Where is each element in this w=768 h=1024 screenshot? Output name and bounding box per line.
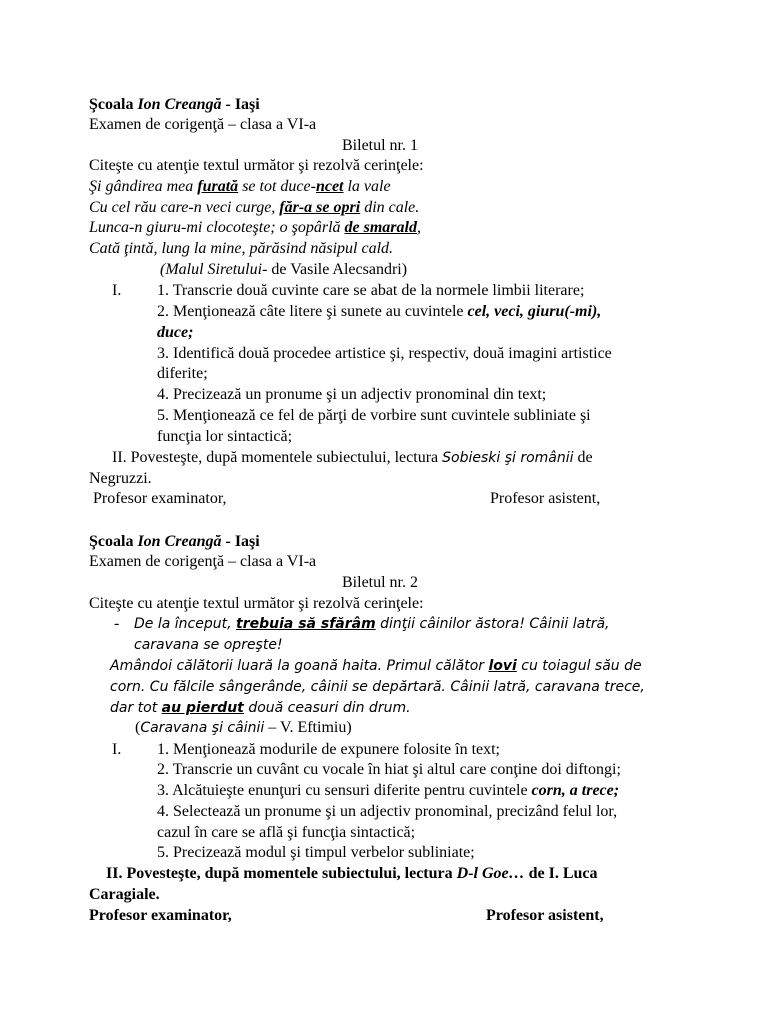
source-title: (Malul Siretului- bbox=[160, 261, 268, 278]
poem-line: Cată ţintă, lung la mine, părăsind năsipul cald. bbox=[89, 240, 394, 257]
task-5: 5. Menţionează ce fel de părţi de vorbire sunt cuvintele subliniate şi bbox=[157, 407, 591, 424]
poem-line bbox=[89, 198, 419, 218]
part-two-text: II. Povesteşte, după momentele subiectului, lectura bbox=[106, 865, 457, 882]
excerpt-source bbox=[135, 718, 352, 738]
task-5: 5. Precizează modul şi timpul verbelor subliniate; bbox=[157, 844, 475, 861]
part-two-text: de bbox=[573, 449, 593, 466]
reading-title: Sobieski şi românii bbox=[442, 450, 574, 466]
part-two-text: de I. Luca bbox=[524, 865, 598, 882]
excerpt-text: Amândoi călătorii luară la goană haita. Primul călător bbox=[110, 658, 489, 674]
excerpt-line bbox=[110, 698, 411, 718]
task-words: corn, a trece; bbox=[531, 782, 620, 799]
school-header bbox=[89, 95, 260, 115]
excerpt-line bbox=[134, 614, 610, 634]
source-title: Caravana şi câinii bbox=[140, 720, 265, 736]
task-text: 2. Menţionează câte litere şi sunete au cuvintele bbox=[157, 303, 468, 320]
task-1: 1. Menţionează modurile de expunere folosite în text; bbox=[157, 741, 500, 758]
instruction: Citeşte cu atenţie textul următor şi rezolvă cerinţele: bbox=[89, 595, 424, 612]
ticket-number: Biletul nr. 1 bbox=[342, 137, 418, 154]
part-two-text: II. Povesteşte, după momentele subiectului, lectura bbox=[112, 449, 443, 466]
poem-line bbox=[89, 218, 421, 238]
excerpt-text: două ceasuri din drum. bbox=[243, 700, 411, 716]
excerpt-text: De la început, bbox=[134, 616, 236, 632]
part-two bbox=[106, 864, 598, 884]
excerpt-text: cu toiagul său de bbox=[516, 658, 642, 674]
task-3-cont: diferite; bbox=[157, 365, 208, 382]
assistant-signature-label: Profesor asistent, bbox=[486, 907, 604, 924]
assistant-signature-label: Profesor asistent, bbox=[490, 490, 601, 507]
excerpt-line bbox=[110, 656, 642, 676]
poem-source bbox=[160, 260, 407, 280]
poem-text: , bbox=[416, 219, 421, 236]
dialogue-dash: - bbox=[114, 615, 120, 632]
part-two bbox=[112, 448, 593, 468]
source-author: – V. Eftimiu) bbox=[264, 719, 352, 736]
reading-title: D-l Goe… bbox=[456, 865, 525, 882]
task-1: 1. Transcrie două cuvinte care se abat de la normele limbii literare; bbox=[157, 282, 585, 299]
excerpt-text: dinţii câinilor ăstora! Câinii latră, bbox=[375, 616, 610, 632]
roman-numeral: I. bbox=[112, 741, 122, 758]
task-2 bbox=[157, 302, 601, 322]
underlined-word: furată bbox=[197, 178, 239, 195]
poem-text: se tot duce- bbox=[238, 178, 316, 195]
part-two-cont: Caragiale. bbox=[89, 886, 160, 903]
instruction: Citeşte cu atenţie textul următor şi rezolvă cerinţele: bbox=[89, 157, 424, 174]
underlined-word: lovi bbox=[488, 658, 517, 674]
underlined-word: făr-a se opri bbox=[279, 199, 361, 216]
ticket-number: Biletul nr. 2 bbox=[342, 574, 418, 591]
task-4-cont: cazul în care se află şi funcţia sintactică; bbox=[157, 824, 416, 841]
school-header bbox=[89, 532, 260, 552]
underlined-word: de smarald bbox=[344, 219, 417, 236]
source-author: de Vasile Alecsandri) bbox=[267, 261, 408, 278]
excerpt-text: dar tot bbox=[110, 700, 162, 716]
poem-text: Lunca-n giuru-mi clocoteşte; o şopârlă bbox=[89, 219, 345, 236]
school-name: Ion Creangă bbox=[137, 96, 222, 113]
task-3: 3. Identifică două procedee artistice şi, respectiv, două imagini artistice bbox=[157, 345, 612, 362]
underlined-word: trebuia să sfărâm bbox=[236, 616, 376, 632]
school-prefix: Şcoala bbox=[89, 96, 138, 113]
examiner-signature-label: Profesor examinator, bbox=[93, 490, 227, 507]
task-text: 3. Alcătuieşte enunţuri cu sensuri diferite pentru cuvintele bbox=[157, 782, 532, 799]
school-name: Ion Creangă bbox=[137, 533, 222, 550]
task-words: cel, veci, giuru(-mi), bbox=[467, 303, 602, 320]
school-prefix: Şcoala bbox=[89, 533, 138, 550]
excerpt-line: caravana se opreşte! bbox=[134, 637, 283, 653]
underlined-word: au pierdut bbox=[161, 700, 244, 716]
part-two-cont: Negruzzi. bbox=[89, 470, 152, 487]
excerpt-line: corn. Cu fălcile sângerânde, câinii se depărtară. Câinii latră, caravana trece, bbox=[110, 679, 645, 695]
paren: ( bbox=[135, 719, 141, 736]
exam-title: Examen de corigenţă – clasa a VI-a bbox=[89, 553, 317, 570]
school-city: - Iaşi bbox=[221, 533, 260, 550]
task-2-cont: duce; bbox=[157, 324, 194, 341]
task-2: 2. Transcrie un cuvânt cu vocale în hiat şi altul care conţine doi diftongi; bbox=[157, 761, 621, 778]
poem-text: Cu cel rău care-n veci curge, bbox=[89, 199, 280, 216]
task-4: 4. Selectează un pronume şi un adjectiv pronominal, precizând felul lor, bbox=[157, 803, 618, 820]
exam-title: Examen de corigenţă – clasa a VI-a bbox=[89, 116, 317, 133]
poem-text: Şi gândirea mea bbox=[89, 178, 198, 195]
task-4: 4. Precizează un pronume şi un adjectiv pronominal din text; bbox=[157, 386, 547, 403]
task-3 bbox=[157, 781, 619, 801]
school-city: - Iaşi bbox=[221, 96, 260, 113]
poem-line bbox=[89, 177, 391, 197]
poem-text: la vale bbox=[343, 178, 391, 195]
underlined-word: ncet bbox=[315, 178, 344, 195]
roman-numeral: I. bbox=[112, 282, 122, 299]
examiner-signature-label: Profesor examinator, bbox=[89, 907, 232, 924]
task-5-cont: funcţia lor sintactică; bbox=[157, 428, 293, 445]
poem-text: din cale. bbox=[360, 199, 420, 216]
